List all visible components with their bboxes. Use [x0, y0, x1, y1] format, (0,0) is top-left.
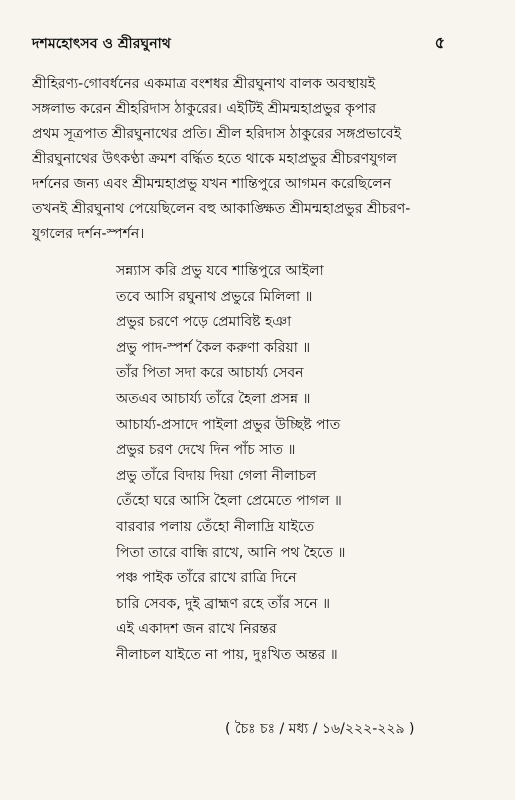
page-number: ৫ — [434, 33, 445, 52]
paragraph-line: শ্রীহিরণ্য-গোবর্ধনের একমাত্র বংশধর শ্রীরঘুনাথ বালক অবস্থায়ই — [32, 76, 376, 92]
prose-paragraph — [32, 72, 486, 247]
verse-citation: ( চৈঃ চঃ / মধ্য / ১৬/২২২-২২৯ ) — [225, 721, 415, 737]
paragraph-line: তখনই শ্রীরঘুনাথ পেয়েছিলেন বহু আকাঙ্ক্ষিত শ্রীমন্মহাপ্রভুর শ্রীচরণ- — [32, 201, 411, 217]
paragraph-line: শ্রীরঘুনাথের উৎকণ্ঠা ক্রমশ বর্দ্ধিত হতে থাকে মহাপ্রভুর শ্রীচরণযুগল — [32, 151, 397, 167]
paragraph-line: প্রথম সূত্রপাত শ্রীরঘুনাথের প্রতি। শ্রীল হরিদাস ঠাকুরের সঙ্গপ্রভাবেই — [32, 126, 401, 142]
running-header — [32, 30, 485, 60]
verse-line: বারবার পলায় তেঁহো নীলাদ্রি যাইতে — [116, 518, 315, 535]
verse-line: তেঁহো ঘরে আসি হৈলা প্রেমেতে পাগল ॥ — [116, 493, 342, 510]
verse-line: প্রভুর চরণ দেখে দিন পাঁচ সাত ॥ — [116, 442, 296, 459]
verse-line: চারি সেবক, দুই ব্রাহ্মণ রহে তাঁর সনে ॥ — [116, 595, 331, 612]
verse-line: প্রভুর চরণে পড়ে প্রেমাবিষ্ট হঞা — [116, 314, 292, 331]
verse-line: প্রভু তাঁরে বিদায় দিয়া গেলা নীলাচল — [116, 467, 317, 484]
paragraph-line: সঙ্গলাভ করেন শ্রীহরিদাস ঠাকুরের। এইটিই শ্রীমন্মহাপ্রভুর কৃপার — [32, 101, 377, 117]
verse-line: এই একাদশ জন রাখে নিরন্তর — [116, 621, 277, 638]
verse-block — [116, 259, 496, 669]
verse-line: পিতা তারে বান্ধি রাখে, আনি পথ হৈতে ॥ — [116, 544, 346, 561]
header-title: দশমহোৎসব ও শ্রীরঘুনাথ — [32, 36, 171, 52]
verse-line: সন্ন্যাস করি প্রভু যবে শান্তিপুরে আইলা — [116, 263, 324, 279]
verse-line: তাঁর পিতা সদা করে আচার্য্য সেবন — [116, 365, 304, 382]
paragraph-line: যুগলের দর্শন-স্পর্শন। — [32, 226, 145, 242]
verse-line: আচার্য্য-প্রসাদে পাইলা প্রভুর উচ্ছিষ্ট পাত — [116, 416, 341, 433]
verse-line: অতএব আচার্য্য তাঁরে হৈলা প্রসন্ন ॥ — [116, 390, 311, 407]
verse-line: পঞ্চ পাইক তাঁরে রাখে রাত্রি দিনে — [116, 570, 297, 587]
verse-line: তবে আসি রঘুনাথ প্রভুরে মিলিলা ॥ — [116, 288, 313, 305]
paragraph-line: দর্শনের জন্য এবং শ্রীমন্মহাপ্রভু যখন শান্তিপুরে আগমন করেছিলেন — [32, 176, 392, 192]
verse-line: নীলাচল যাইতে না পায়, দুঃখিত অন্তর ॥ — [116, 646, 338, 663]
verse-line: প্রভু পাদ-স্পর্শ কৈল করুণা করিয়া ॥ — [116, 339, 311, 356]
